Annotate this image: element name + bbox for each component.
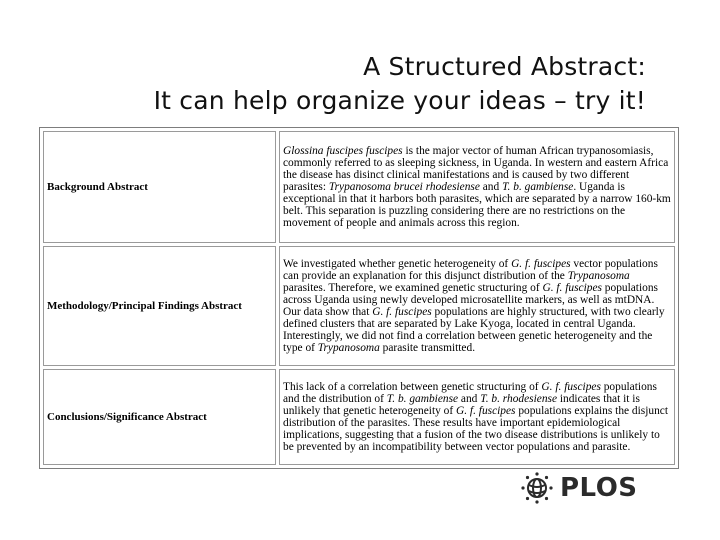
- content-text: populations explains the disjunct distribution of the parasites. These results have important epidemiological implications, suggesting that a fusion of the two disease distributions is unlikely to be prevented by an incompatibility between vector populations and parasite.: [283, 404, 668, 454]
- row-content: [279, 369, 675, 465]
- content-text: and: [479, 180, 503, 193]
- content-text: and: [458, 392, 481, 405]
- content-text: populations across Uganda using newly developed microsatellite markers, as well as mtDNA. Our data show that: [283, 281, 658, 318]
- plos-logo: [520, 466, 638, 510]
- species-name: T. b. gambiense: [386, 392, 459, 405]
- species-name: G. f. fuscipes: [541, 380, 601, 393]
- species-name: G. f. fuscipes: [511, 257, 571, 270]
- row-label: Background Abstract: [43, 131, 276, 243]
- slide-title-line-1: A Structured Abstract:: [363, 52, 646, 81]
- row-content: [279, 246, 675, 366]
- species-name: G. f. fuscipes: [542, 281, 602, 294]
- content-text: parasites. Therefore, we examined genetic structuring of: [283, 281, 543, 294]
- species-name: Trypanosoma: [317, 342, 380, 355]
- species-name: Trypanosoma: [567, 269, 630, 282]
- row-content: [279, 131, 675, 243]
- species-name: G. f. fuscipes: [456, 404, 516, 417]
- content-text: indicates that it is unlikely that genetic heterogeneity of: [283, 392, 640, 417]
- table-row: [43, 131, 675, 243]
- species-name: Glossina fuscipes fuscipes: [283, 144, 403, 157]
- row-label: Methodology/Principal Findings Abstract: [43, 246, 276, 366]
- structured-abstract-table: [39, 127, 679, 469]
- table-row: [43, 369, 675, 465]
- content-text: vector populations can provide an explanation for this disjunct distribution of the: [283, 257, 658, 282]
- species-name: T. b. gambiense: [502, 180, 574, 193]
- content-text: parasite transmitted.: [379, 342, 476, 355]
- content-text: populations and the distribution of: [283, 380, 657, 405]
- species-name: Trypanosoma brucei rhodesiense: [328, 180, 480, 193]
- content-text: is the major vector of human African trypanosomiasis, commonly referred to as sleeping sickness, in Uganda. In western and eastern Africa the disease has disinct clinical manifestations and is caused by two different parasites:: [283, 144, 669, 193]
- table-row: [43, 246, 675, 366]
- species-name: G. f. fuscipes: [372, 306, 432, 318]
- plos-globe-icon: [520, 471, 554, 505]
- content-text: . Uganda is exceptional in that it harbors both parasites, which are separated by a narrow 160-km belt. This separation is puzzling considering there are no restrictions on the movement of people and animals across this region.: [283, 180, 671, 230]
- slide-title-line-2: It can help organize your ideas – try it!: [153, 86, 646, 115]
- species-name: T. b. rhodesiense: [480, 392, 558, 405]
- plos-logo-text: PLOS: [560, 473, 638, 503]
- content-text: This lack of a correlation between genetic structuring of: [283, 380, 542, 393]
- content-text: We investigated whether genetic heterogeneity of: [283, 257, 512, 270]
- row-label: Conclusions/Significance Abstract: [43, 369, 276, 465]
- slide-title: [154, 50, 646, 118]
- content-text: populations are highly structured, with two clearly defined clusters that are separated by Lake Kyoga, located in central Uganda. Interestingly, we did not find a correlation between genetic heterogeneity and the type of: [283, 306, 665, 355]
